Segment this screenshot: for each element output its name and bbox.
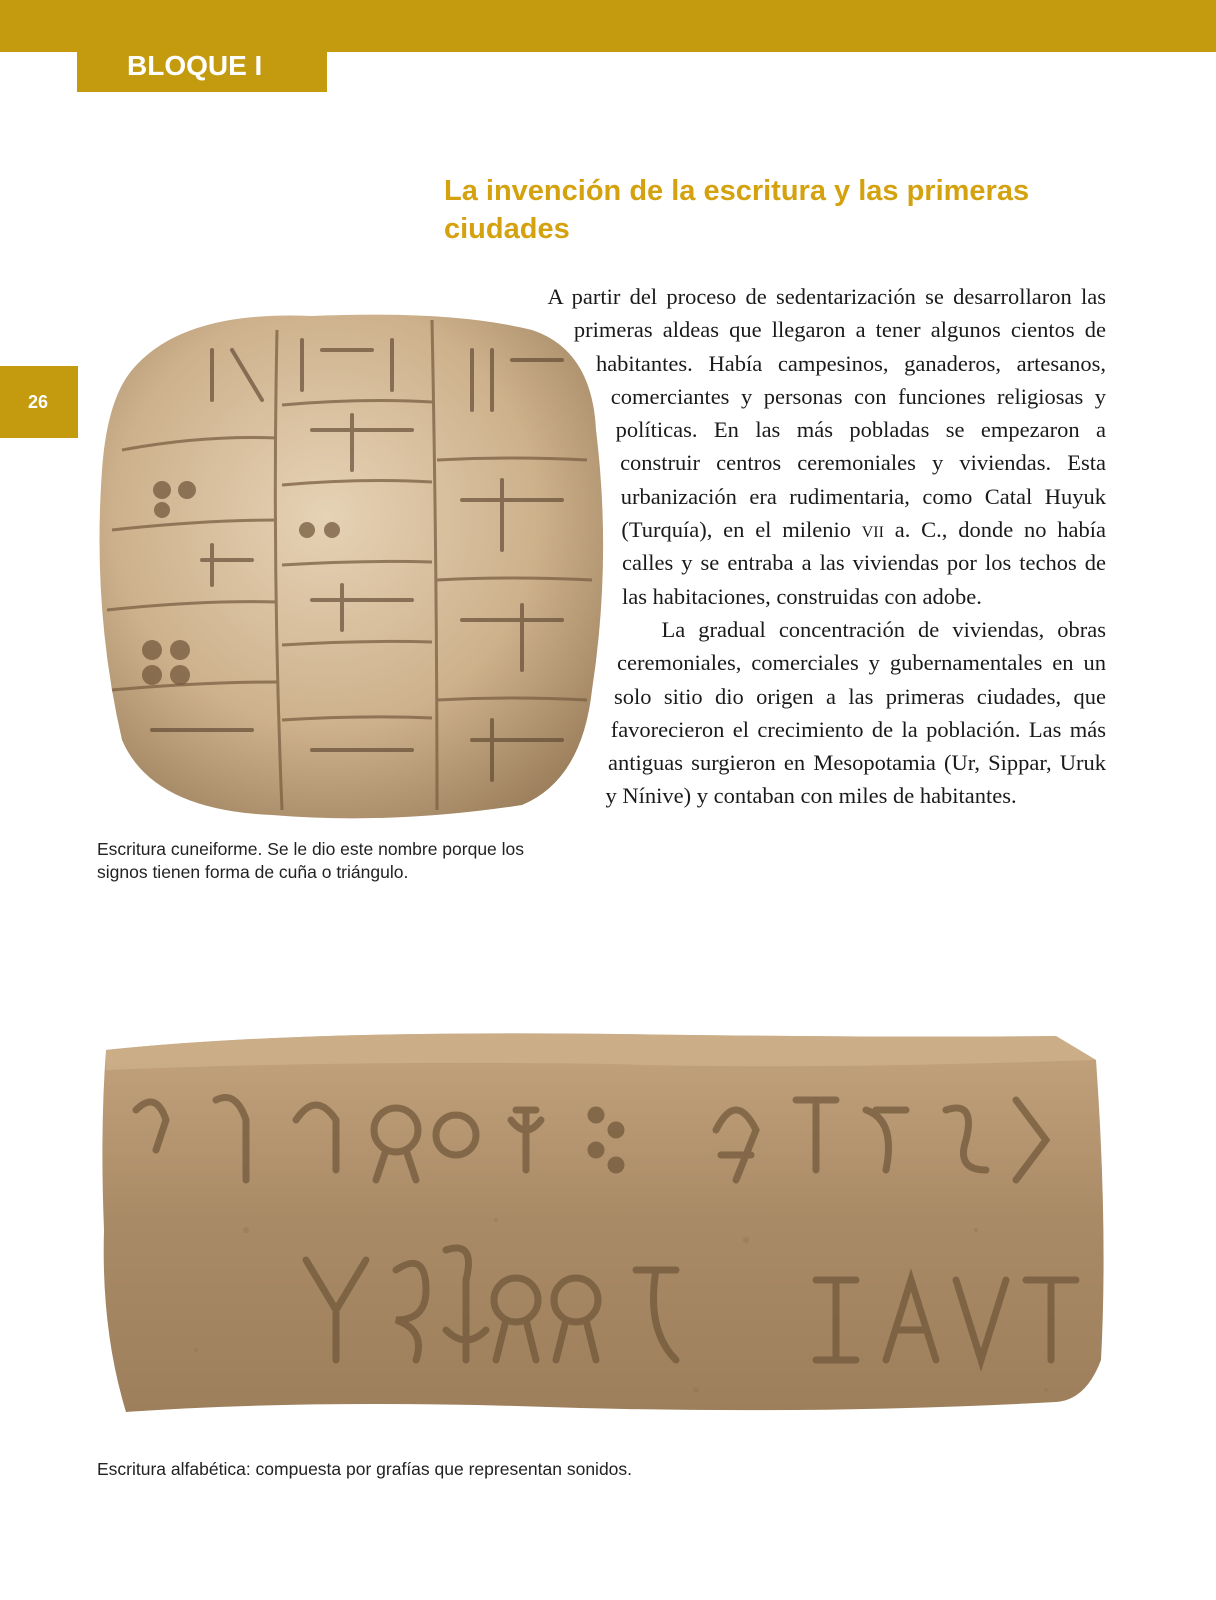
block-label: BLOQUE I xyxy=(77,40,327,92)
paragraph-1-era: vii xyxy=(861,517,884,543)
section-title: La invención de la escritura y las primeras ciudades xyxy=(444,175,1030,245)
alphabetic-caption: Escritura alfabética: compuesta por grafías que representan sonidos. xyxy=(97,1459,633,1479)
alphabetic-stone-image xyxy=(96,1030,1108,1416)
cuneiform-tablet-drawing xyxy=(92,310,616,830)
cuneiform-caption: Escritura cuneiforme. Se le dio este nombre porque los signos tienen forma de cuña o triángulo. xyxy=(97,839,525,882)
paragraph-1-part-a: A partir del proceso de sedentarización se desarrollaron las primeras aldeas que llegaron a tener algunos cientos de habitantes. Había campesinos, ganaderos, artesanos, comerciantes y personas con funciones religiosas y políticas. En las más pobladas se empezaron a construir centros ceremoniales y viviendas. Esta urbanización era rudimentaria, como Catal Huyuk (Turquía), en el milenio xyxy=(547,284,1106,543)
paragraph-2: La gradual concentración de viviendas, obras ceremoniales, comerciales y gubernamentales en un solo sitio dio origen a las primeras ciudades, que favorecieron el crecimiento de la población. Las más antiguas surgieron en Mesopotamia (Ur, Sippar, Uruk y Nínive) y contaban con miles de habitantes. xyxy=(605,616,1106,809)
cuneiform-tablet-image xyxy=(92,310,616,830)
page-number: 26 xyxy=(0,366,78,438)
alphabetic-stone-drawing xyxy=(96,1030,1108,1416)
paragraph-1-part-b: a. C., donde no había calles y se entraba a las viviendas por los techos de las habitaciones, construidas con adobe. xyxy=(621,517,1106,609)
